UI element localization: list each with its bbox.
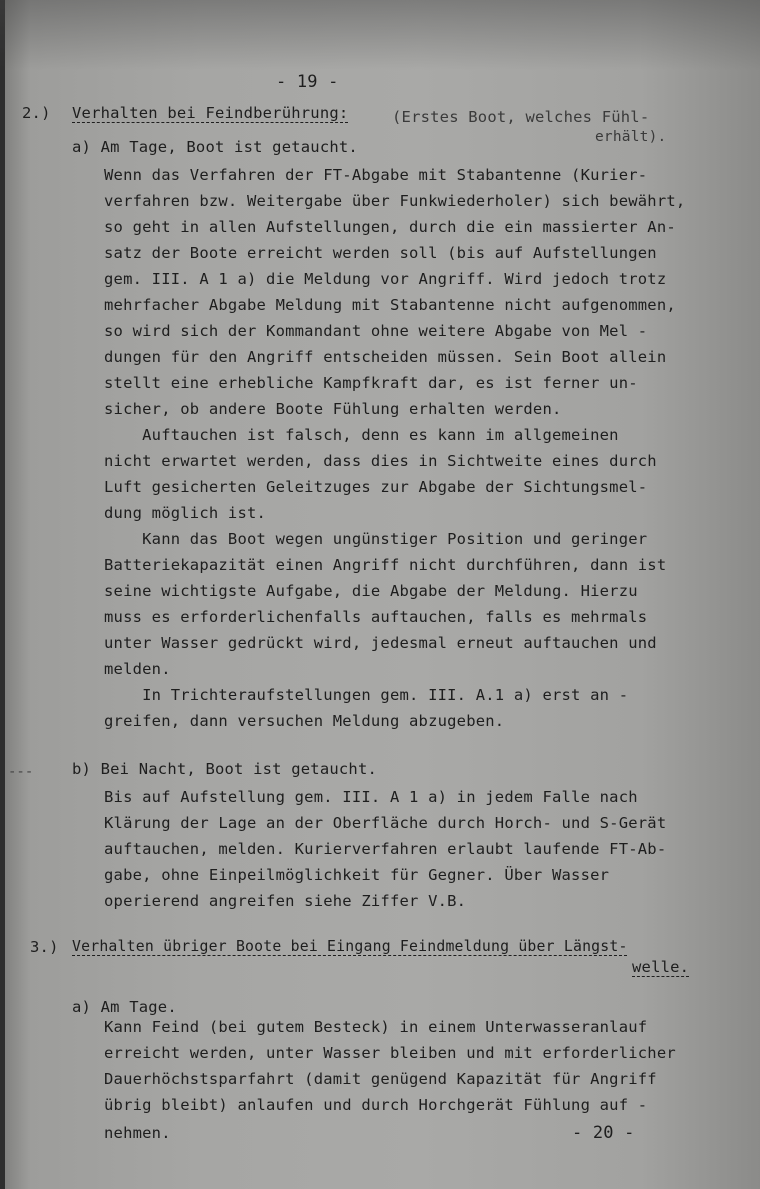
text-line: Klärung der Lage an der Oberfläche durch Horch- und S-Gerät	[104, 814, 667, 832]
next-page-number: - 20 -	[572, 1123, 635, 1143]
text-line: Auftauchen ist falsch, denn es kann im allgemeinen	[104, 426, 619, 444]
text-line: so geht in allen Aufstellungen, durch die ein massierter An-	[104, 218, 676, 236]
text-line: mehrfacher Abgabe Meldung mit Stabantenne nicht aufgenommen,	[104, 296, 676, 314]
text-line: Batteriekapazität einen Angriff nicht durchführen, dann ist	[104, 556, 667, 574]
margin-mark: ---	[8, 764, 34, 780]
subsection-2b-label: b) Bei Nacht, Boot ist getaucht.	[72, 760, 378, 778]
text-line: übrig bleibt) anlaufen und durch Horchgerät Fühlung auf -	[104, 1096, 648, 1114]
text-line: unter Wasser gedrückt wird, jedesmal erneut auftauchen und	[104, 634, 657, 652]
text-line: so wird sich der Kommandant ohne weitere Abgabe von Mel -	[104, 322, 648, 340]
text-line: operierend angreifen siehe Ziffer V.B.	[104, 892, 467, 910]
text-line: Bis auf Aufstellung gem. III. A 1 a) in jedem Falle nach	[104, 788, 638, 806]
text-line: Kann Feind (bei gutem Besteck) in einem Unterwasseranlauf	[104, 1018, 648, 1036]
section-2-number: 2.)	[22, 104, 51, 122]
text-line: muss es erforderlichenfalls auftauchen, falls es mehrmals	[104, 608, 648, 626]
text-line: erreicht werden, unter Wasser bleiben und mit erforderlicher	[104, 1044, 676, 1062]
text-line: Luft gesicherten Geleitzuges zur Abgabe der Sichtungsmel-	[104, 478, 648, 496]
section-3-number: 3.)	[30, 938, 59, 956]
text-line: Kann das Boot wegen ungünstiger Position und geringer	[104, 530, 648, 548]
text-line: Dauerhöchstsparfahrt (damit genügend Kapazität für Angriff	[104, 1070, 657, 1088]
section-2-heading: Verhalten bei Feindberührung:	[72, 104, 349, 122]
text-line: dungen für den Angriff entscheiden müssen. Sein Boot allein	[104, 348, 667, 366]
subsection-2a-label: a) Am Tage, Boot ist getaucht.	[72, 138, 358, 156]
text-line: satz der Boote erreicht werden soll (bis auf Aufstellungen	[104, 244, 657, 262]
text-line: In Trichteraufstellungen gem. III. A.1 a) erst an -	[104, 686, 629, 704]
section-3-heading: Verhalten übriger Boote bei Eingang Feindmeldung über Längst-	[72, 938, 628, 955]
section-2-heading-note-cont: erhält).	[595, 129, 667, 145]
text-line: sicher, ob andere Boote Fühlung erhalten werden.	[104, 400, 562, 418]
text-line: verfahren bzw. Weitergabe über Funkwiederholer) sich bewährt,	[104, 192, 686, 210]
text-line: melden.	[104, 660, 171, 678]
text-line: auftauchen, melden. Kurierverfahren erlaubt laufende FT-Ab-	[104, 840, 667, 858]
text-line: seine wichtigste Aufgabe, die Abgabe der Meldung. Hierzu	[104, 582, 638, 600]
text-line: gem. III. A 1 a) die Meldung vor Angriff. Wird jedoch trotz	[104, 270, 667, 288]
section-3-heading-cont: welle.	[632, 958, 690, 976]
text-line: greifen, dann versuchen Meldung abzugeben.	[104, 712, 505, 730]
text-line: stellt eine erhebliche Kampfkraft dar, es ist ferner un-	[104, 374, 638, 392]
text-line: nicht erwartet werden, dass dies in Sichtweite eines durch	[104, 452, 657, 470]
page-number: - 19 -	[276, 72, 339, 92]
text-line: gabe, ohne Einpeilmöglichkeit für Gegner. Über Wasser	[104, 866, 610, 884]
text-line: dung möglich ist.	[104, 504, 267, 522]
subsection-3a-label: a) Am Tage.	[72, 998, 177, 1016]
text-line: Wenn das Verfahren der FT-Abgabe mit Stabantenne (Kurier-	[104, 166, 648, 184]
text-line: nehmen.	[104, 1124, 171, 1142]
section-2-heading-note: (Erstes Boot, welches Fühl-	[392, 108, 650, 126]
